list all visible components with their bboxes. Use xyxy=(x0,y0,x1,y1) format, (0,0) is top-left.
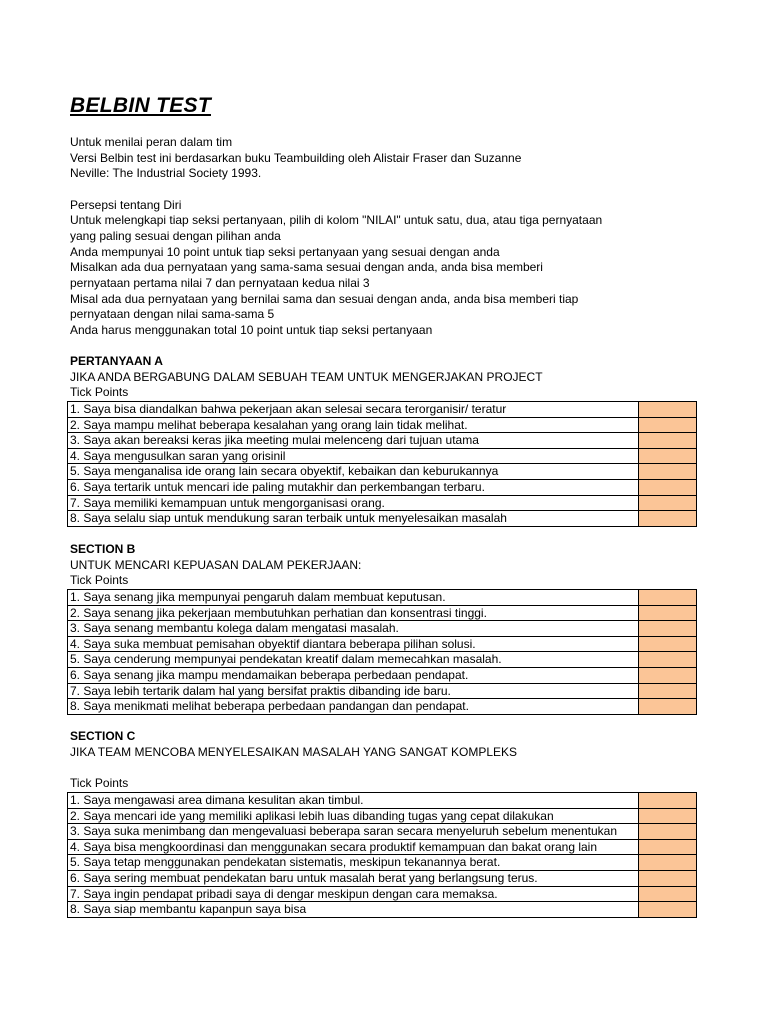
persepsi-line: Misalkan ada dua pernyataan yang sama-sama sesuai dengan anda, anda bisa memberi xyxy=(70,260,543,274)
nilai-input-cell[interactable] xyxy=(638,621,696,637)
persepsi-line: Untuk melengkapi tiap seksi pertanyaan, pilih di kolom "NILAI" untuk satu, dua, atau tiga pernyataan xyxy=(70,213,603,227)
table-row xyxy=(68,479,697,495)
persepsi-line: Anda harus menggunakan total 10 point untuk tiap seksi pertanyaan xyxy=(70,323,433,337)
intro-line: Versi Belbin test ini berdasarkan buku Teambuilding oleh Alistair Fraser dan Suzanne xyxy=(70,151,522,165)
nilai-input-cell[interactable] xyxy=(638,839,696,855)
nilai-input-cell[interactable] xyxy=(638,652,696,668)
table-row xyxy=(68,590,697,606)
section-a-heading: PERTANYAAN A xyxy=(70,354,163,368)
table-row xyxy=(68,699,697,715)
nilai-input-cell[interactable] xyxy=(638,511,696,527)
nilai-input-cell[interactable] xyxy=(638,855,696,871)
statement-cell: 7. Saya memiliki kemampuan untuk mengorganisasi orang. xyxy=(68,495,639,511)
section-c-tick-label: Tick Points xyxy=(70,776,129,790)
statement-cell: 6. Saya tertarik untuk mencari ide paling mutakhir dan perkembangan terbaru. xyxy=(68,479,639,495)
nilai-input-cell[interactable] xyxy=(638,464,696,480)
statement-cell: 8. Saya menikmati melihat beberapa perbedaan pandangan dan pendapat. xyxy=(68,699,639,715)
table-row xyxy=(68,495,697,511)
nilai-input-cell[interactable] xyxy=(638,448,696,464)
statement-cell: 1. Saya mengawasi area dimana kesulitan akan timbul. xyxy=(68,793,639,809)
table-row xyxy=(68,652,697,668)
statement-cell: 1. Saya bisa diandalkan bahwa pekerjaan akan selesai secara terorganisir/ teratur xyxy=(68,402,639,418)
persepsi-line: pernyataan dengan nilai sama-sama 5 xyxy=(70,307,275,321)
nilai-input-cell[interactable] xyxy=(638,699,696,715)
nilai-input-cell[interactable] xyxy=(638,870,696,886)
nilai-input-cell[interactable] xyxy=(638,495,696,511)
table-row xyxy=(68,667,697,683)
statement-cell: 2. Saya senang jika pekerjaan membutuhkan perhatian dan konsentrasi tinggi. xyxy=(68,605,639,621)
table-row xyxy=(68,433,697,449)
statement-cell: 4. Saya suka membuat pemisahan obyektif diantara beberapa pilihan solusi. xyxy=(68,636,639,652)
table-row xyxy=(68,511,697,527)
table-row xyxy=(68,417,697,433)
statement-cell: 3. Saya akan bereaksi keras jika meeting mulai melenceng dari tujuan utama xyxy=(68,433,639,449)
statement-cell: 5. Saya tetap menggunakan pendekatan sistematis, meskipun tekanannya berat. xyxy=(68,855,639,871)
statement-cell: 6. Saya sering membuat pendekatan baru untuk masalah berat yang berlangsung terus. xyxy=(68,870,639,886)
statement-cell: 8. Saya selalu siap untuk mendukung saran terbaik untuk menyelesaikan masalah xyxy=(68,511,639,527)
persepsi-line: Misal ada dua pernyataan yang bernilai sama dan sesuai dengan anda, anda bisa memberi tiap xyxy=(70,292,579,306)
nilai-input-cell[interactable] xyxy=(638,683,696,699)
nilai-input-cell[interactable] xyxy=(638,605,696,621)
statement-cell: 3. Saya senang membantu kolega dalam mengatasi masalah. xyxy=(68,621,639,637)
table-row xyxy=(68,902,697,918)
statement-cell: 2. Saya mampu melihat beberapa kesalahan yang orang lain tidak melihat. xyxy=(68,417,639,433)
section-c-subtitle: JIKA TEAM MENCOBA MENYELESAIKAN MASALAH YANG SANGAT KOMPLEKS xyxy=(70,745,518,759)
nilai-input-cell[interactable] xyxy=(638,636,696,652)
statement-cell: 6. Saya senang jika mampu mendamaikan beberapa perbedaan pendapat. xyxy=(68,667,639,683)
section-c-heading: SECTION C xyxy=(70,729,136,743)
section-a-table xyxy=(67,401,697,527)
section-b-table xyxy=(67,589,697,715)
nilai-input-cell[interactable] xyxy=(638,402,696,418)
table-row xyxy=(68,824,697,840)
statement-cell: 7. Saya ingin pendapat pribadi saya di dengar meskipun dengan cara memaksa. xyxy=(68,886,639,902)
statement-cell: 4. Saya mengusulkan saran yang orisinil xyxy=(68,448,639,464)
table-row xyxy=(68,870,697,886)
table-row xyxy=(68,402,697,418)
statement-cell: 4. Saya bisa mengkoordinasi dan menggunakan secara produktif kemampuan dan bakat orang lain xyxy=(68,839,639,855)
nilai-input-cell[interactable] xyxy=(638,808,696,824)
page-title: BELBIN TEST xyxy=(70,94,211,117)
table-row xyxy=(68,605,697,621)
nilai-input-cell[interactable] xyxy=(638,793,696,809)
persepsi-line: yang paling sesuai dengan pilihan anda xyxy=(70,229,281,243)
section-a-tick-label: Tick Points xyxy=(70,385,129,399)
table-row xyxy=(68,683,697,699)
statement-cell: 3. Saya suka menimbang dan mengevaluasi beberapa saran secara menyeluruh sebelum menentukan xyxy=(68,824,639,840)
statement-cell: 5. Saya cenderung mempunyai pendekatan kreatif dalam memecahkan masalah. xyxy=(68,652,639,668)
table-row xyxy=(68,621,697,637)
section-b-heading: SECTION B xyxy=(70,542,136,556)
section-a-subtitle: JIKA ANDA BERGABUNG DALAM SEBUAH TEAM UNTUK MENGERJAKAN PROJECT xyxy=(70,370,543,384)
table-row xyxy=(68,855,697,871)
statement-cell: 7. Saya lebih tertarik dalam hal yang bersifat praktis dibanding ide baru. xyxy=(68,683,639,699)
statement-cell: 5. Saya menganalisa ide orang lain secara obyektif, kebaikan dan keburukannya xyxy=(68,464,639,480)
persepsi-heading: Persepsi tentang Diri xyxy=(70,198,182,212)
persepsi-line: pernyataan pertama nilai 7 dan pernyataan kedua nilai 3 xyxy=(70,276,370,290)
statement-cell: 1. Saya senang jika mempunyai pengaruh dalam membuat keputusan. xyxy=(68,590,639,606)
intro-line: Neville: The Industrial Society 1993. xyxy=(70,166,262,180)
nilai-input-cell[interactable] xyxy=(638,590,696,606)
section-b-subtitle: UNTUK MENCARI KEPUASAN DALAM PEKERJAAN: xyxy=(70,558,362,572)
nilai-input-cell[interactable] xyxy=(638,902,696,918)
nilai-input-cell[interactable] xyxy=(638,417,696,433)
persepsi-line: Anda mempunyai 10 point untuk tiap seksi pertanyaan yang sesuai dengan anda xyxy=(70,245,500,259)
table-row xyxy=(68,808,697,824)
statement-cell: 2. Saya mencari ide yang memiliki aplikasi lebih luas dibanding tugas yang cepat dilakukan xyxy=(68,808,639,824)
table-row xyxy=(68,636,697,652)
section-c-table xyxy=(67,792,697,918)
nilai-input-cell[interactable] xyxy=(638,824,696,840)
statement-cell: 8. Saya siap membantu kapanpun saya bisa xyxy=(68,902,639,918)
section-b-tick-label: Tick Points xyxy=(70,573,129,587)
table-row xyxy=(68,839,697,855)
table-row xyxy=(68,448,697,464)
table-row xyxy=(68,793,697,809)
nilai-input-cell[interactable] xyxy=(638,886,696,902)
table-row xyxy=(68,464,697,480)
nilai-input-cell[interactable] xyxy=(638,433,696,449)
nilai-input-cell[interactable] xyxy=(638,479,696,495)
nilai-input-cell[interactable] xyxy=(638,667,696,683)
intro-line: Untuk menilai peran dalam tim xyxy=(70,135,233,149)
table-row xyxy=(68,886,697,902)
